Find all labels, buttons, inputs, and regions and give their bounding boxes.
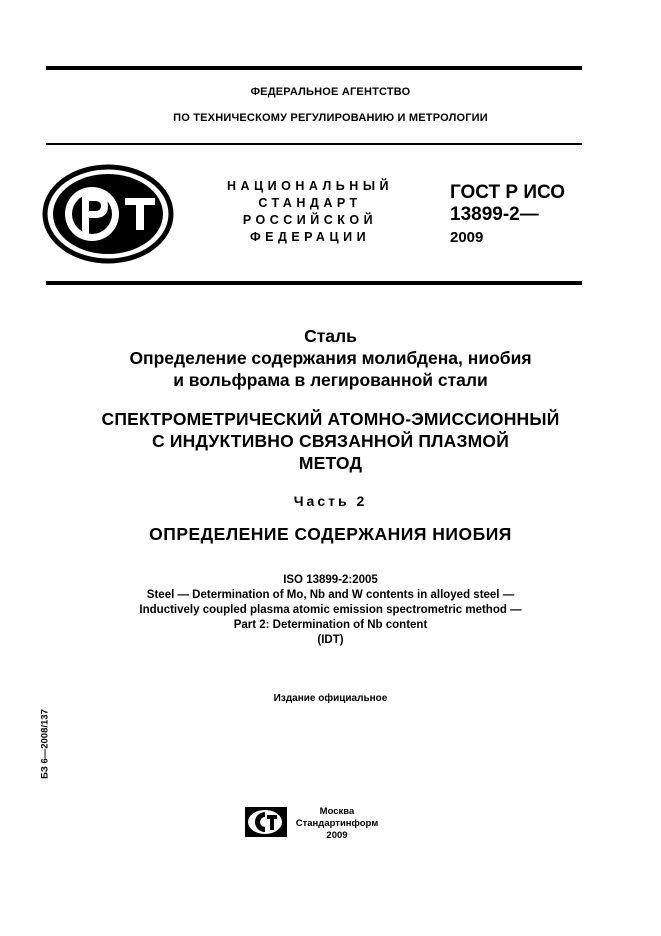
top-rule [46,66,582,70]
side-code [38,700,52,788]
subject-title-line: Сталь [304,326,357,346]
subject-title-line: и вольфрама в легированной стали [173,370,488,390]
designation-line-1: ГОСТ Р ИСО [450,182,566,203]
agency-rule [46,143,582,145]
national-standard-line: НАЦИОНАЛЬНЫЙ [226,179,394,193]
publisher-city: Москва [319,806,355,817]
national-standard-line: РОССИЙСКОЙ [242,213,378,227]
national-standard-line: ФЕДЕРАЦИИ [249,230,371,244]
method-title [0,408,661,474]
national-standard-label [195,178,425,246]
part-number: Часть 2 [293,493,368,509]
iso-reference-line: Steel — Determination of Mo, Nb and W contents in alloyed steel — [146,589,515,601]
iso-reference [0,573,661,648]
method-title-line: СПЕКТРОМЕТРИЧЕСКИЙ АТОМНО-ЭМИССИОННЫЙ [101,409,560,429]
agency-line-2: ПО ТЕХНИЧЕСКОМУ РЕГУЛИРОВАНИЮ И МЕТРОЛОГИИ [173,112,488,124]
standard-designation [450,182,565,226]
side-code-text: БЗ 6—2008/137 [39,709,51,779]
iso-reference-line: (IDT) [317,634,344,646]
designation-line-2: 13899-2— [450,204,539,225]
national-standard-line: СТАНДАРТ [258,196,362,210]
iso-reference-line: Part 2: Determination of Nb content [233,619,428,631]
method-title-line: С ИНДУКТИВНО СВЯЗАННОЙ ПЛАЗМОЙ [152,431,509,451]
agency-line-1: ФЕДЕРАЛЬНОЕ АГЕНТСТВО [250,86,411,98]
publisher-info [292,806,382,842]
subject-title-line: Определение содержания молибдена, ниобия [129,348,532,368]
publisher-year: 2009 [326,830,348,841]
part-title: ОПРЕДЕЛЕНИЕ СОДЕРЖАНИЯ НИОБИЯ [149,524,512,544]
rst-certification-mark-icon [42,164,174,264]
header-rule [46,281,582,285]
standartinform-logo-icon [244,806,288,838]
iso-reference-line: Inductively coupled plasma atomic emission spectrometric method — [139,604,522,616]
method-title-line: МЕТОД [298,453,363,473]
designation-year: 2009 [450,229,484,246]
iso-reference-line: ISO 13899-2:2005 [283,574,378,586]
edition-label: Издание официальное [273,693,388,704]
publisher-name: Стандартинформ [295,818,379,829]
subject-title [0,325,661,391]
